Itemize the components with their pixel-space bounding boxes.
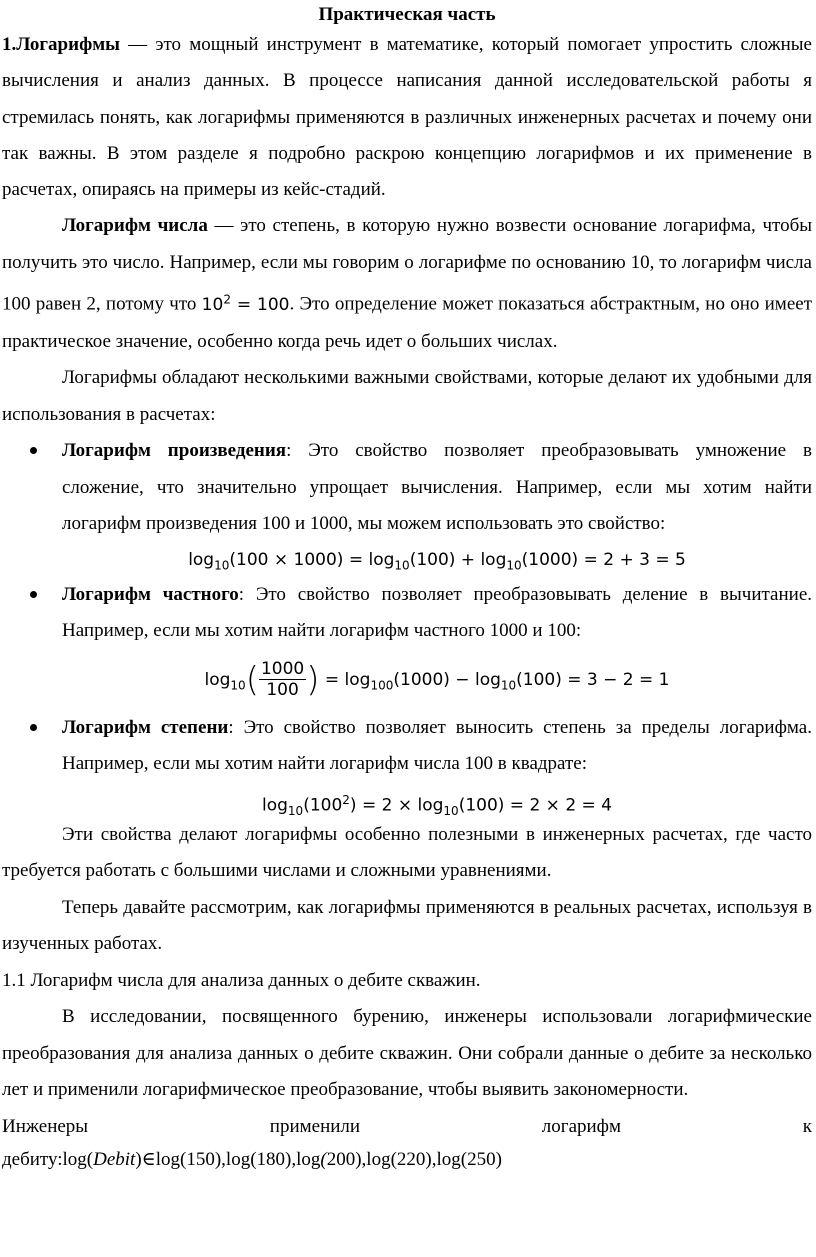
inline-math-power: $10^2 = 100$ (201, 292, 290, 316)
intro-paragraph (2, 27, 812, 208)
definition-text-after: . Это определение может показаться абстрактным, но оно имеет практическое значение, особенно когда речь идет о больших числах. (2, 294, 812, 352)
bullet-term: Логарифм произведения (62, 440, 287, 462)
definition-paragraph (2, 208, 812, 360)
applied-line: Инженеры применили логарифм к (2, 1115, 812, 1137)
bullet-text: : Это свойство позволяет преобразовывать деление в вычитание. Например, если мы хотим найти логарифм частного 1000 и 100: (62, 583, 813, 642)
section-heading: 1.1 Логарифм числа для анализа данных о дебите скважин. (2, 969, 481, 991)
bullet-term: Логарифм степени (62, 716, 229, 738)
intro-text: — это мощный инструмент в математике, который помогает упростить сложные вычисления и анализ данных. В процессе написания данной исследовательской работы я стремилась понять, как логарифмы применяются в различных инженерных расчетах и почему они так важны. В этом разделе я подробно раскрою концепцию логарифмов и их применение в расчетах, опираясь на примеры из кейс-стадий. (2, 34, 812, 201)
intro-term: 1.Логарифмы (2, 34, 120, 55)
bullet-text: : Это свойство позволяет преобразовывать умножение в сложение, что значительно упрощает вычисления. Например, если мы хотим найти логарифм произведения 100 и 1000, мы можем использовать это свойство: (62, 440, 812, 535)
properties-intro-paragraph: Логарифмы обладают несколькими важными свойствами, которые делают их удобными для использования в расчетах: (2, 367, 812, 425)
debit-line: дебиту:log(Debit)∈log(150),log(180),log(200),log(220),log(250) (2, 1149, 502, 1171)
definition-term: Логарифм числа (62, 215, 208, 237)
properties-conclusion-paragraph: Эти свойства делают логарифмы особенно полезными в инженерных расчетах, где часто требуется работать с большими числами и сложными уравнениями. (2, 823, 812, 882)
formula-product: $\log_{10}(100 \times 1000) = \log_{10}(100) + \log_{10}(1000) = 2 + 3 = 5$ (188, 549, 686, 573)
bullet-product (2, 433, 812, 543)
bullet-text: : Это свойство позволяет выносить степень за пределы логарифма. Например, если мы хотим найти логарифм числа 100 в квадрате: (62, 716, 812, 775)
definition-text-before: — это степень, в которую нужно возвести основание логарифма, чтобы получить это число. Например, если мы говорим о логарифме по основанию 10, то логарифм числа 100 равен 2, потому что (2, 215, 813, 316)
bullet-dot-icon (30, 591, 37, 598)
formula-quotient: $\log_{10}$( $\frac{1000}{100}$ ) = $\log_{100}(1000) - \log_{10}(100) = 3 - 2 = 1$ (204, 659, 670, 701)
bullet-dot-icon (30, 447, 37, 454)
bullet-term: Логарифм частного (62, 583, 239, 605)
page-title: Практическая часть (318, 4, 496, 25)
formula-power: $\log_{10}(100^2) = 2 \times \log_{10}(100) = 2 \times 2 = 4$ (261, 792, 613, 818)
bullet-power (2, 710, 812, 783)
bullet-dot-icon (30, 724, 37, 731)
study-paragraph: В исследовании, посвященного бурению, инженеры использовали логарифмические преобразования для анализа данных о дебите скважин. Они собрали данные о дебите за несколько лет и применили логарифмическое преобразование, чтобы выявить закономерности. (2, 1006, 812, 1101)
transition-paragraph: Теперь давайте рассмотрим, как логарифмы применяются в реальных расчетах, используя в изученных работах. (2, 896, 812, 955)
fraction: $\frac{1000}{100}$ (260, 659, 305, 701)
bullet-quotient (2, 577, 812, 650)
